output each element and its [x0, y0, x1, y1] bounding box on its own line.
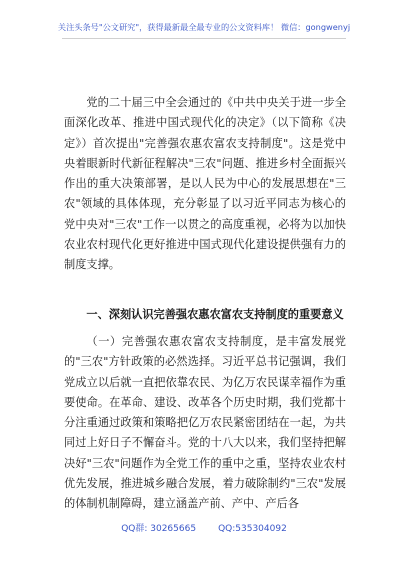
footer-contact [0, 521, 408, 534]
intro-paragraph: 党的二十届三中全会通过的《中共中央关于进一步全面深化改革、推进中国式现代化的决定》（以下简称《决定》）首次提出"完善强农惠农富农支持制度"。这是党中央着眼新时代新征程解决"三农"问题、推进乡村全面振兴作出的重大决策部署，是以人民为中心的发展思想在"三农"领域的具体体现，充分彰显了以习近平同志为核心的党中央对"三农"工作一以贯之的高度重视，必将为以加快农业农村现代化更好推进中国式现代化建设提供强有力的制度支撑。 [64, 96, 346, 272]
footer-qq: QQ:535304092 [218, 524, 287, 534]
header-divider [62, 38, 346, 39]
section-heading: 一、深刻认识完善强农惠农富农支持制度的重要意义 [86, 308, 344, 321]
footer-qq-group: QQ群: 30265665 [121, 524, 197, 534]
header-note: 关注头条号"公文研究"，获得最新最全最专业的公文资料库！ 微信：gongwenyj [57, 22, 351, 32]
body-paragraph: （一）完善强农惠农富农支持制度，是丰富发展党的"三农"方针政策的必然选择。习近平总书记强调，我们党成立以后就一直把依靠农民、为亿万农民谋幸福作为重要使命。在革命、建设、改革各个历史时期，我们党都十分注重通过政策和策略把亿万农民紧密团结在一起，为共同过上好日子不懈奋斗。党的十八大以来，我们坚持把解决好"三农"问题作为全党工作的重中之重，坚持农业农村优先发展，推进城乡融合发展，着力破除制约"三农"发展的体制机制障碍，建立涵盖产前、产中、产后各 [64, 335, 346, 511]
